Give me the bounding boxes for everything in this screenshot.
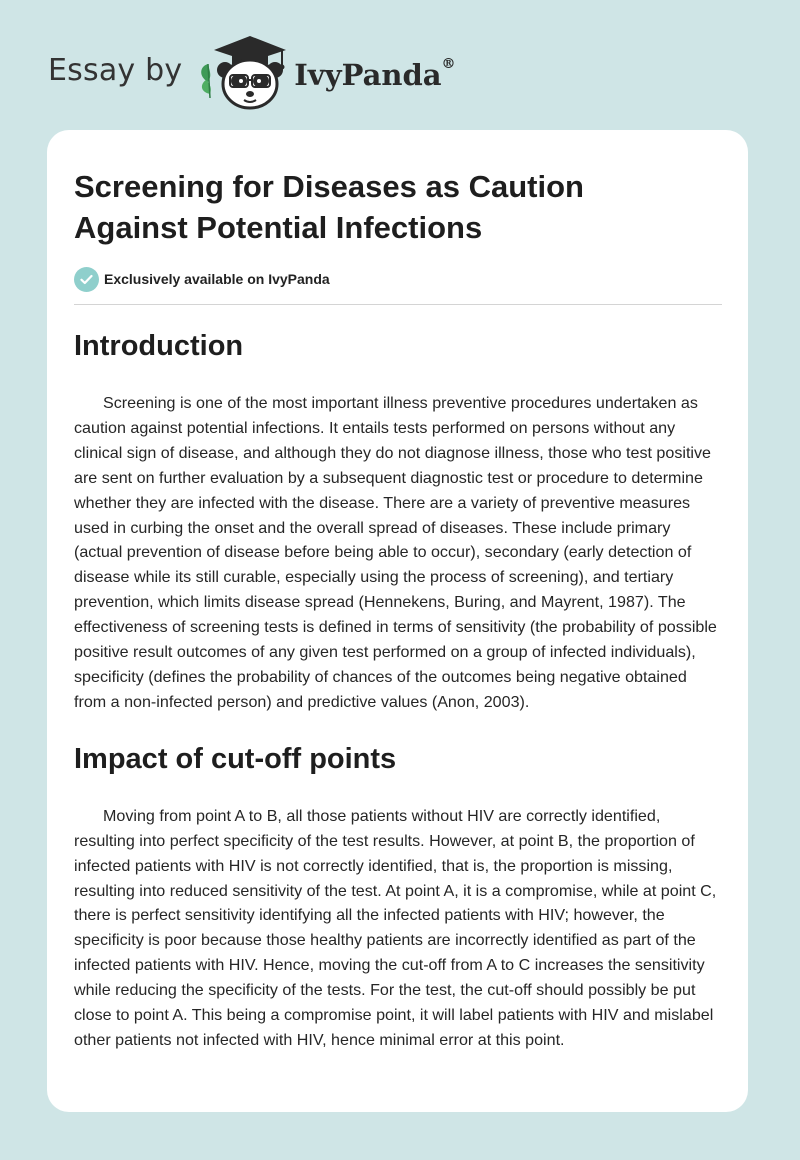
brand-text[interactable]: IvyPanda — [294, 58, 442, 92]
check-icon — [74, 267, 99, 292]
article-card — [47, 130, 748, 1112]
brand-name[interactable] — [294, 58, 455, 92]
exclusive-label: Exclusively available on IvyPanda — [104, 271, 330, 287]
essay-by-label: Essay by — [48, 52, 183, 88]
site-header — [48, 34, 456, 110]
section-text-introduction: Screening is one of the most important illness preventive procedures undertaken as caution against potential infections. It entails tests performed on persons without any clinical sign of disease, and although they do not diagnose illness, those who test positive are sent on further evaluation by a subsequent diagnostic test or procedure to determine whether they are infected with the disease. There are a variety of preventive measures used in curbing the onset and the overall spread of diseases. These include primary (actual prevention of disease before being able to occur), secondary (early detection of disease while its still curable, especially using the process of screening), and tertiary prevention, which limits disease spread (Hennekens, Buring, and Mayrent, 1987). The effectiveness of screening tests is defined in terms of sensitivity (the probability of possible positive result outcomes of any given test performed on a group of infected individuals), specificity (defines the probability of chances of the outcomes being negative obtained from a non-infected person) and predictive values (Anon, 2003). — [74, 394, 717, 711]
section-text-impact: Moving from point A to B, all those patients without HIV are correctly identified, resulting into perfect specificity of the test results. However, at point B, the proportion of infected patients with HIV is not correctly identified, that is, the proportion is missing, resulting into reduced sensitivity of the test. At point A, it is a compromise, while at point C, there is perfect sensitivity identifying all the infected patients with HIV; however, the specificity is poor because those healthy patients are incorrectly identified as part of the infected patients with HIV. Hence, moving the cut-off from A to C increases the sensitivity while reducing the specificity of the tests. For the test, the cut-off should possibly be put close to point A. This being a compromise point, it will label patients with HIV and mislabel other patients not infected with HIV, hence minimal error at this point. — [74, 806, 717, 1049]
section-heading-introduction: Introduction — [74, 330, 244, 362]
divider — [74, 304, 722, 305]
ivy-leaf-icon — [202, 64, 212, 98]
exclusive-badge — [74, 266, 722, 292]
panda-graduate-icon[interactable] — [194, 34, 290, 110]
registered-mark: ® — [441, 56, 456, 72]
section-heading-impact: Impact of cut-off points — [74, 742, 397, 775]
page-title: Screening for Diseases as Caution Against Potential Infections — [74, 169, 584, 245]
